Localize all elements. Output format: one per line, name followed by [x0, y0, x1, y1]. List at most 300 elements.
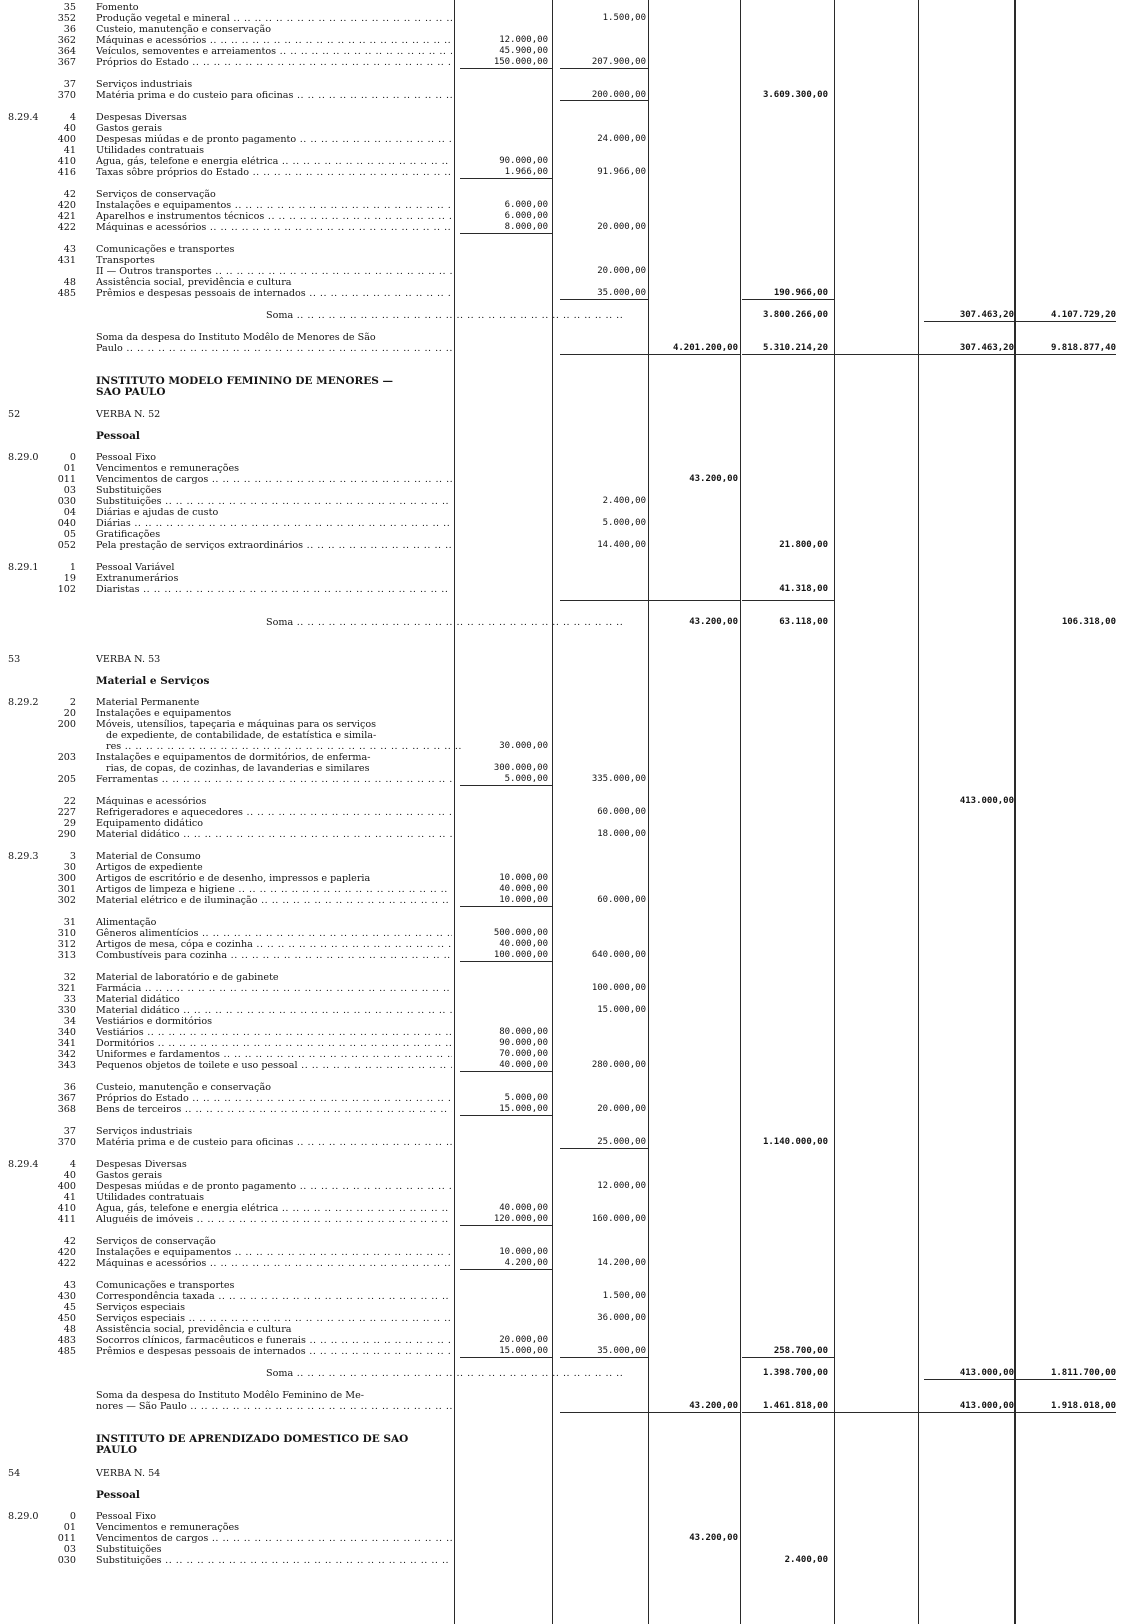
item-description: Vencimentos de cargos .. ..	[96, 474, 452, 485]
ledger-row	[0, 1236, 1121, 1247]
amount-c2: 60.000,00	[597, 807, 646, 817]
item-description: Fomento	[96, 2, 139, 13]
item-code: 31	[63, 917, 76, 928]
amount-c1: 1.966,00	[504, 167, 548, 177]
item-code: 313	[57, 950, 76, 961]
amount-c4: 3.800.266,00	[762, 310, 828, 320]
amount-c2: 1.500,00	[602, 13, 646, 23]
section-code: 8.29.1	[8, 562, 39, 573]
ledger-row	[0, 529, 1121, 540]
ledger-row	[0, 156, 1121, 167]
item-description: Farmácia .. ..	[96, 983, 452, 994]
item-description: Despesas miúdas e de pronto pagamento .. ..	[96, 134, 452, 145]
ledger-row	[0, 1490, 1121, 1501]
item-description: Substituições .. ..	[96, 1555, 452, 1566]
amount-c4: 1.461.818,00	[762, 1401, 828, 1411]
item-description: Veículos, semoventes e arreiamentos .. ..	[96, 46, 452, 57]
ledger-row	[0, 1038, 1121, 1049]
amount-c3: 43.200,00	[689, 474, 738, 484]
ledger-row	[0, 1170, 1121, 1181]
ledger-row	[0, 123, 1121, 134]
ledger-row	[0, 79, 1121, 90]
amount-c1: 40.000,00	[499, 1203, 548, 1213]
ledger-row	[0, 1027, 1121, 1038]
item-code: 48	[63, 1324, 76, 1335]
item-description: Material de Consumo	[96, 851, 201, 862]
subtotal-rule	[560, 1148, 648, 1149]
item-description: Matéria prima e de custeio para oficinas .. ..	[96, 1137, 452, 1148]
ledger-row	[0, 90, 1121, 101]
ledger-row	[0, 1511, 1121, 1522]
ledger-row	[0, 1049, 1121, 1060]
item-code: 450	[57, 1313, 76, 1324]
amount-c1: 12.000,00	[499, 35, 548, 45]
item-description: Serviços industriais	[96, 1126, 193, 1137]
amount-c4: 1.398.700,00	[762, 1368, 828, 1378]
item-description: Artigos de expediente	[96, 862, 203, 873]
item-description: Máquinas e acessórios .. ..	[96, 35, 452, 46]
item-code: 370	[57, 90, 76, 101]
item-description: Diárias .. ..	[96, 518, 452, 529]
amount-c2: 14.200,00	[597, 1258, 646, 1268]
item-description: Assistência social, previdência e cultura	[96, 277, 292, 288]
item-description: Prêmios e despesas pessoais de internados .. ..	[96, 1346, 452, 1357]
amount-c1: 40.000,00	[499, 1060, 548, 1070]
item-code: 200	[57, 719, 76, 730]
amount-c6: 106.318,00	[1061, 617, 1116, 627]
item-description: Soma .. ..	[266, 310, 622, 321]
item-description: Despesas Diversas	[96, 112, 187, 123]
subtotal-rule	[460, 1225, 552, 1226]
item-code: 3	[69, 851, 76, 862]
item-description: Soma da despesa do Instituto Modêlo de Menores de São	[96, 332, 376, 343]
item-description: Utilidades contratuais	[96, 1192, 205, 1203]
amount-c4: 41.318,00	[779, 584, 828, 594]
ledger-row	[0, 654, 1121, 665]
item-code: 420	[57, 200, 76, 211]
item-description: Material de laboratório e de gabinete	[96, 972, 279, 983]
item-code: 43	[63, 1280, 76, 1291]
amount-c4: 21.800,00	[779, 540, 828, 550]
item-description: Socorros clínicos, farmacêuticos e funerais .. ..	[96, 1335, 452, 1346]
item-code: 302	[57, 895, 76, 906]
item-code: 227	[57, 807, 76, 818]
amount-c2: 100.000,00	[591, 983, 646, 993]
item-description: Correspondência taxada .. ..	[96, 1291, 452, 1302]
item-description: Vestiários .. ..	[96, 1027, 452, 1038]
item-code: 411	[57, 1214, 76, 1225]
amount-c4: 1.140.000,00	[762, 1137, 828, 1147]
ledger-row	[0, 562, 1121, 573]
ledger-row	[0, 431, 1121, 442]
item-description: Serviços especiais .. ..	[96, 1313, 452, 1324]
item-code: 1	[69, 562, 76, 573]
section-code: 54	[8, 1468, 21, 1479]
item-description: Próprios do Estado .. ..	[96, 1093, 452, 1104]
item-code: 22	[63, 796, 76, 807]
item-code: 30	[63, 862, 76, 873]
item-description: Instalações e equipamentos de dormitórios, de enferma-	[96, 752, 371, 763]
subtotal-rule	[742, 299, 834, 300]
ledger-row	[0, 1390, 1121, 1401]
item-description: Bens de terceiros .. ..	[96, 1104, 452, 1115]
ledger-row	[0, 409, 1121, 420]
ledger-row	[0, 983, 1121, 994]
ledger-row	[0, 222, 1121, 233]
ledger-row	[0, 474, 1121, 485]
ledger-row	[0, 1401, 1121, 1412]
item-code: 04	[63, 507, 76, 518]
item-description: Serviços de conservação	[96, 1236, 216, 1247]
ledger-row	[0, 485, 1121, 496]
subtotal-rule	[460, 68, 552, 69]
amount-c3: 43.200,00	[689, 617, 738, 627]
subtotal-rule	[1016, 321, 1116, 322]
item-code: 37	[63, 1126, 76, 1137]
subtotal-rule	[460, 233, 552, 234]
item-description: Matéria prima e do custeio para oficinas .. ..	[96, 90, 452, 101]
subtotal-rule	[560, 68, 648, 69]
ledger-row	[0, 807, 1121, 818]
item-code: 42	[63, 189, 76, 200]
ledger-row	[0, 972, 1121, 983]
item-description: Artigos de limpeza e higiene .. ..	[96, 884, 452, 895]
item-code: 01	[63, 1522, 76, 1533]
item-description: Instalações e equipamentos .. ..	[96, 1247, 452, 1258]
ledger-row	[0, 1060, 1121, 1071]
item-description: Taxas sôbre próprios do Estado .. ..	[96, 167, 452, 178]
item-code: 483	[57, 1335, 76, 1346]
item-description: Pequenos objetos de toilete e uso pessoal .. ..	[96, 1060, 452, 1071]
item-description: Pela prestação de serviços extraordinários .. ..	[96, 540, 452, 551]
ledger-row	[0, 730, 1121, 741]
item-code: 42	[63, 1236, 76, 1247]
amount-c2: 24.000,00	[597, 134, 646, 144]
item-description: Soma da despesa do Instituto Modêlo Feminino de Me-	[96, 1390, 365, 1401]
subtotal-rule	[460, 906, 552, 907]
ledger-row	[0, 829, 1121, 840]
amount-c6: 9.818.877,40	[1050, 343, 1116, 353]
item-code: 2	[69, 697, 76, 708]
item-code: 37	[63, 79, 76, 90]
item-code: 40	[63, 123, 76, 134]
ledger-row	[0, 884, 1121, 895]
item-description: Instalações e equipamentos	[96, 708, 232, 719]
ledger-row	[0, 57, 1121, 68]
item-description: Transportes	[96, 255, 155, 266]
ledger-row	[0, 24, 1121, 35]
item-description: Ferramentas .. ..	[96, 774, 452, 785]
ledger-row	[0, 452, 1121, 463]
amount-c5: 307.463,20	[959, 310, 1014, 320]
item-description: Substituições	[96, 1544, 162, 1555]
item-code: 36	[63, 24, 76, 35]
item-description: Máquinas e acessórios .. ..	[96, 222, 452, 233]
amount-c4: 258.700,00	[773, 1346, 828, 1356]
ledger-row	[0, 1302, 1121, 1313]
item-description: Pessoal Variável	[96, 562, 175, 573]
amount-c2: 640.000,00	[591, 950, 646, 960]
amount-c2: 5.000,00	[602, 518, 646, 528]
item-code: 4	[69, 1159, 76, 1170]
subtotal-rule	[460, 961, 552, 962]
ledger-row	[0, 13, 1121, 24]
item-code: 34	[63, 1016, 76, 1027]
amount-c1: 300.000,00	[493, 763, 548, 773]
item-description: Gratificações	[96, 529, 161, 540]
amount-c5: 413.000,00	[959, 796, 1014, 806]
ledger-row	[0, 343, 1121, 354]
item-description: rias, de copas, de cozinhas, de lavanderias e similares	[106, 763, 370, 774]
item-description: Combustíveis para cozinha .. ..	[96, 950, 452, 961]
subtotal-rule	[924, 321, 1014, 322]
amount-c1: 15.000,00	[499, 1104, 548, 1114]
item-description: Serviços especiais	[96, 1302, 186, 1313]
item-description: Serviços industriais	[96, 79, 193, 90]
amount-c1: 8.000,00	[504, 222, 548, 232]
ledger-row	[0, 1258, 1121, 1269]
item-description: Comunicações e transportes	[96, 244, 235, 255]
ledger-row	[0, 167, 1121, 178]
ledger-row	[0, 697, 1121, 708]
item-description: Despesas Diversas	[96, 1159, 187, 1170]
ledger-row	[0, 584, 1121, 595]
item-code: 011	[57, 1533, 76, 1544]
amount-c1: 10.000,00	[499, 1247, 548, 1257]
subtotal-rule	[742, 600, 834, 601]
amount-c2: 12.000,00	[597, 1181, 646, 1191]
ledger-row	[0, 818, 1121, 829]
item-code: 310	[57, 928, 76, 939]
subtotal-rule	[460, 1269, 552, 1270]
item-code: 0	[69, 452, 76, 463]
ledger-row	[0, 1247, 1121, 1258]
item-code: 370	[57, 1137, 76, 1148]
amount-c1: 45.900,00	[499, 46, 548, 56]
item-code: 20	[63, 708, 76, 719]
ledger-row	[0, 1214, 1121, 1225]
subtotal-rule	[560, 1357, 648, 1358]
ledger-row	[0, 1434, 1121, 1445]
amount-c1: 30.000,00	[499, 741, 548, 751]
ledger-row	[0, 1016, 1121, 1027]
ledger-row	[0, 719, 1121, 730]
ledger-row	[0, 2, 1121, 13]
amount-c4: 190.966,00	[773, 288, 828, 298]
ledger-row	[0, 1346, 1121, 1357]
amount-c1: 90.000,00	[499, 156, 548, 166]
ledger-row	[0, 994, 1121, 1005]
section-heading: INSTITUTO DE APRENDIZADO DOMÉSTICO DE SÃO	[96, 1434, 409, 1445]
item-code: 485	[57, 288, 76, 299]
ledger-row	[0, 1368, 1121, 1379]
item-code: 400	[57, 1181, 76, 1192]
ledger-row	[0, 774, 1121, 785]
section-code: 8.29.0	[8, 452, 39, 463]
ledger-row	[0, 1126, 1121, 1137]
item-code: 030	[57, 1555, 76, 1566]
amount-c1: 20.000,00	[499, 1335, 548, 1345]
amount-c2: 335.000,00	[591, 774, 646, 784]
item-description: Serviços de conservação	[96, 189, 216, 200]
item-description: Substituições	[96, 485, 162, 496]
amount-c1: 5.000,00	[504, 774, 548, 784]
amount-c2: 36.000,00	[597, 1313, 646, 1323]
item-code: 01	[63, 463, 76, 474]
item-code: 45	[63, 1302, 76, 1313]
item-code: 431	[57, 255, 76, 266]
item-description: Despesas miúdas e de pronto pagamento .. ..	[96, 1181, 452, 1192]
ledger-row	[0, 676, 1121, 687]
amount-c6: 4.107.729,20	[1050, 310, 1116, 320]
item-code: 410	[57, 156, 76, 167]
ledger-row	[0, 708, 1121, 719]
amount-c2: 1.500,00	[602, 1291, 646, 1301]
item-description: Uniformes e fardamentos .. ..	[96, 1049, 452, 1060]
amount-c1: 100.000,00	[493, 950, 548, 960]
item-code: 48	[63, 277, 76, 288]
item-description: Dormitórios .. ..	[96, 1038, 452, 1049]
ledger-row	[0, 266, 1121, 277]
ledger-row	[0, 1192, 1121, 1203]
item-code: 29	[63, 818, 76, 829]
ledger-row	[0, 1104, 1121, 1115]
ledger-row	[0, 310, 1121, 321]
amount-c1: 40.000,00	[499, 939, 548, 949]
item-code: 312	[57, 939, 76, 950]
item-code: 41	[63, 145, 76, 156]
item-description: Artigos de escritório e de desenho, impressos e papleria	[96, 873, 371, 884]
item-description: Material didático .. ..	[96, 829, 452, 840]
subtotal-rule	[560, 600, 740, 601]
item-description: Pessoal Fixo	[96, 1511, 157, 1522]
item-code: 364	[57, 46, 76, 57]
item-code: 300	[57, 873, 76, 884]
ledger-row	[0, 851, 1121, 862]
subtotal-rule	[742, 1357, 834, 1358]
item-description: Soma .. ..	[266, 617, 622, 628]
ledger-row	[0, 1468, 1121, 1479]
amount-c1: 10.000,00	[499, 873, 548, 883]
amount-c1: 80.000,00	[499, 1027, 548, 1037]
ledger-row	[0, 211, 1121, 222]
item-code: 05	[63, 529, 76, 540]
item-description: Equipamento didático	[96, 818, 204, 829]
ledger-row	[0, 1544, 1121, 1555]
item-description: Gêneros alimentícios .. ..	[96, 928, 452, 939]
amount-c3: 43.200,00	[689, 1401, 738, 1411]
item-code: 367	[57, 57, 76, 68]
item-description: Produção vegetal e mineral .. ..	[96, 13, 452, 24]
item-description: Móveis, utensílios, tapeçaria e máquinas para os serviços	[96, 719, 377, 730]
amount-c2: 15.000,00	[597, 1005, 646, 1015]
ledger-row	[0, 1335, 1121, 1346]
amount-c4: 3.609.300,00	[762, 90, 828, 100]
ledger-row	[0, 1445, 1121, 1456]
ledger-row	[0, 950, 1121, 961]
amount-c2: 200.000,00	[591, 90, 646, 100]
amount-c4: 2.400,00	[784, 1555, 828, 1565]
amount-c2: 25.000,00	[597, 1137, 646, 1147]
amount-c1: 10.000,00	[499, 895, 548, 905]
ledger-row	[0, 862, 1121, 873]
subtotal-rule	[460, 178, 552, 179]
ledger-row	[0, 928, 1121, 939]
item-code: 421	[57, 211, 76, 222]
amount-c2: 207.900,00	[591, 57, 646, 67]
item-code: 400	[57, 134, 76, 145]
ledger-row	[0, 134, 1121, 145]
item-code: 352	[57, 13, 76, 24]
item-description: Aparelhos e instrumentos técnicos .. ..	[96, 211, 452, 222]
subtotal-rule	[460, 1357, 552, 1358]
ledger-row	[0, 1313, 1121, 1324]
ledger-row	[0, 1137, 1121, 1148]
item-description: Água, gás, telefone e energia elétrica .. ..	[96, 156, 452, 167]
amount-c5: 413.000,00	[959, 1368, 1014, 1378]
ledger-row	[0, 112, 1121, 123]
ledger-row	[0, 463, 1121, 474]
ledger-row	[0, 1522, 1121, 1533]
amount-c2: 14.400,00	[597, 540, 646, 550]
item-description: Custeio, manutenção e conservação	[96, 1082, 271, 1093]
ledger-row	[0, 332, 1121, 343]
item-code: 052	[57, 540, 76, 551]
amount-c1: 150.000,00	[493, 57, 548, 67]
item-code: 301	[57, 884, 76, 895]
section-code: 53	[8, 654, 21, 665]
item-description: res .. ..	[106, 741, 462, 752]
item-code: 030	[57, 496, 76, 507]
ledger-row	[0, 540, 1121, 551]
item-description: Artigos de mesa, cópa e cozinha .. ..	[96, 939, 452, 950]
amount-c2: 2.400,00	[602, 496, 646, 506]
ledger-row	[0, 796, 1121, 807]
item-description: Gastos gerais	[96, 1170, 163, 1181]
item-description: Extranumerários	[96, 573, 179, 584]
item-code: 290	[57, 829, 76, 840]
section-code: 8.29.0	[8, 1511, 39, 1522]
subtotal-rule	[560, 1412, 740, 1413]
item-code: 362	[57, 35, 76, 46]
ledger-row	[0, 376, 1121, 387]
section-code: 8.29.3	[8, 851, 39, 862]
item-code: 33	[63, 994, 76, 1005]
amount-c4: 5.310.214,20	[762, 343, 828, 353]
ledger-row	[0, 573, 1121, 584]
ledger-row	[0, 244, 1121, 255]
item-code: 367	[57, 1093, 76, 1104]
item-description: Utilidades contratuais	[96, 145, 205, 156]
amount-c6: 1.811.700,00	[1050, 1368, 1116, 1378]
ledger-row	[0, 288, 1121, 299]
amount-c2: 60.000,00	[597, 895, 646, 905]
amount-c1: 40.000,00	[499, 884, 548, 894]
subtotal-rule	[560, 354, 740, 355]
ledger-row	[0, 1181, 1121, 1192]
ledger-row	[0, 895, 1121, 906]
item-description: Paulo .. ..	[96, 343, 452, 354]
subtotal-rule	[460, 785, 552, 786]
section-heading: Material e Serviços	[96, 676, 210, 687]
item-code: 43	[63, 244, 76, 255]
item-description: Prêmios e despesas pessoais de internados .. ..	[96, 288, 452, 299]
item-code: 19	[63, 573, 76, 584]
item-code: 0	[69, 1511, 76, 1522]
ledger-row	[0, 277, 1121, 288]
item-description: Soma .. ..	[266, 1368, 622, 1379]
amount-c1: 70.000,00	[499, 1049, 548, 1059]
